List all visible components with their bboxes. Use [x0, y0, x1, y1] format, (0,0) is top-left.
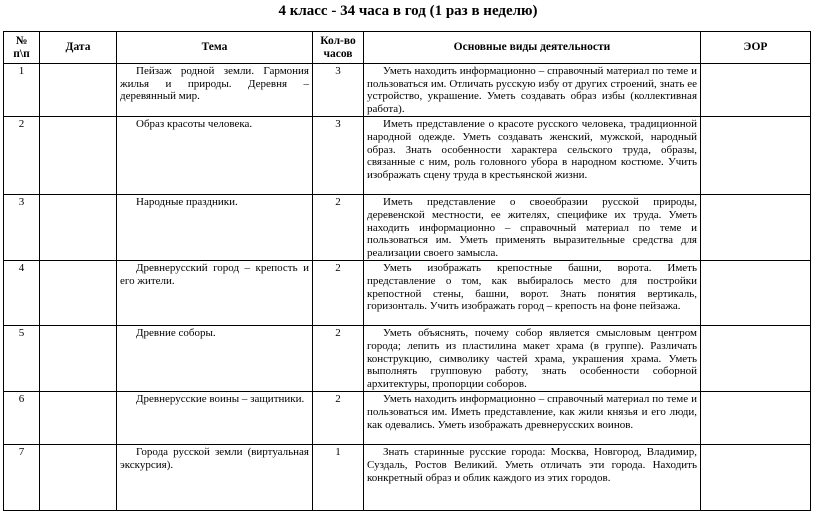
header-topic: Тема [117, 32, 313, 64]
row-num: 5 [4, 326, 40, 392]
row-topic: Пейзаж родной земли. Гармония жилья и природы. Деревня – деревянный мир. [117, 64, 313, 117]
row-date [40, 64, 117, 117]
row-date [40, 261, 117, 326]
row-hours: 2 [313, 326, 364, 392]
row-eor [701, 392, 811, 445]
row-num: 1 [4, 64, 40, 117]
table-row [4, 117, 811, 195]
row-hours: 3 [313, 64, 364, 117]
table-row [4, 261, 811, 326]
row-topic: Древние соборы. [117, 326, 313, 392]
table-row [4, 392, 811, 445]
row-eor [701, 261, 811, 326]
table-row [4, 326, 811, 392]
row-activities: Иметь представление о красоте русского человека, традиционной народной одежде. Уметь создавать женский, мужской, народный образ. Знать особенности характера сельского труда, образы, связанные с ним, роль головного убора в народном костюме. Учить изображать сцену труда в крестьянской жизни. [364, 117, 701, 195]
header-date: Дата [40, 32, 117, 64]
row-hours: 2 [313, 261, 364, 326]
row-num: 4 [4, 261, 40, 326]
header-num: № п\п [4, 32, 40, 64]
row-eor [701, 117, 811, 195]
row-topic: Народные праздники. [117, 195, 313, 261]
row-date [40, 326, 117, 392]
row-hours: 3 [313, 117, 364, 195]
row-date [40, 195, 117, 261]
row-eor [701, 64, 811, 117]
row-topic: Древнерусские воины – защитники. [117, 392, 313, 445]
lesson-plan-table [3, 31, 811, 511]
row-eor [701, 326, 811, 392]
row-eor [701, 445, 811, 511]
row-date [40, 445, 117, 511]
row-date [40, 117, 117, 195]
table-row [4, 445, 811, 511]
header-hours: Кол-во часов [313, 32, 364, 64]
row-activities: Знать старинные русские города: Москва, Новгород, Владимир, Суздаль, Ростов Великий. Уметь отличать эти города. Находить конкретный образ и облик каждого из этих городов. [364, 445, 701, 511]
page-title: 4 класс - 34 часа в год (1 раз в неделю) [278, 3, 538, 19]
row-num: 3 [4, 195, 40, 261]
row-num: 7 [4, 445, 40, 511]
table-row [4, 64, 811, 117]
row-date [40, 392, 117, 445]
row-activities: Уметь объяснять, почему собор является смысловым центром города; лепить из пластилина макет храма (в группе). Различать конструкцию, символику частей храма, украшения храма. Уметь выполнять групповую работу, знать особенности соборной архитектуры, пропорции соборов. [364, 326, 701, 392]
row-activities: Уметь изображать крепостные башни, ворота. Иметь представление о том, как выбиралось место для постройки крепостной стены, башни, ворот. Знать понятия вертикаль, горизонталь. Учить изображать город – крепость на фоне пейзажа. [364, 261, 701, 326]
row-hours: 1 [313, 445, 364, 511]
row-hours: 2 [313, 392, 364, 445]
table-row [4, 195, 811, 261]
row-num: 2 [4, 117, 40, 195]
row-num: 6 [4, 392, 40, 445]
row-activities: Уметь находить информационно – справочный материал по теме и пользоваться им. Иметь представление, как жили князья и его люди, как одевались. Уметь изображать древнерусских воинов. [364, 392, 701, 445]
row-hours: 2 [313, 195, 364, 261]
row-topic: Города русской земли (виртуальная экскурсия). [117, 445, 313, 511]
table-header-row [4, 32, 811, 64]
header-eor: ЭОР [701, 32, 811, 64]
row-eor [701, 195, 811, 261]
row-activities: Иметь представление о своеобразии русской природы, деревенской местности, ее жителях, специфике их труда. Уметь находить информационно – справочный материал по теме и пользоваться им. Уметь применять выразительные средства для реализации своего замысла. [364, 195, 701, 261]
row-topic: Образ красоты человека. [117, 117, 313, 195]
header-activities: Основные виды деятельности [364, 32, 701, 64]
row-activities: Уметь находить информационно – справочный материал по теме и пользоваться им. Отличать русскую избу от других строений, знать ее устройство, украшение. Уметь создавать образ избы (коллективная работа). [364, 64, 701, 117]
row-topic: Древнерусский город – крепость и его жители. [117, 261, 313, 326]
